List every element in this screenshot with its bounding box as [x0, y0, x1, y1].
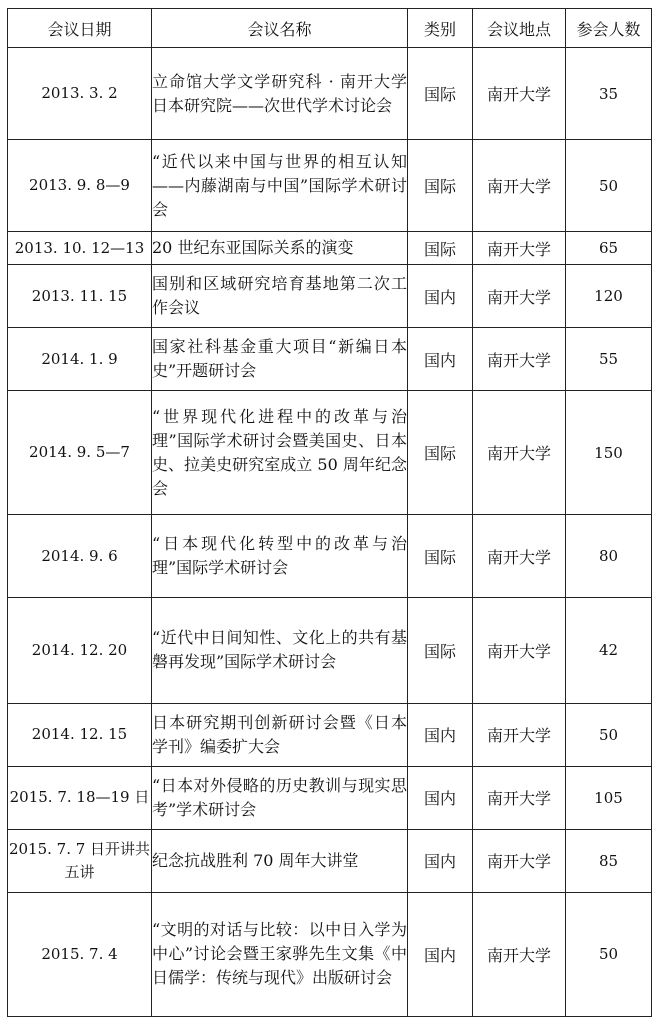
conference-table — [7, 8, 652, 1017]
cell-date: 2013. 10. 12—13 — [8, 232, 152, 265]
cell-location: 南开大学 — [473, 328, 566, 391]
cell-date: 2014. 12. 15 — [8, 703, 152, 766]
cell-attendees: 35 — [566, 48, 652, 140]
table-row — [8, 703, 652, 766]
table-row — [8, 597, 652, 703]
table-row — [8, 265, 652, 328]
cell-name: “日本现代化转型中的改革与治理”国际学术研讨会 — [152, 515, 408, 597]
cell-category: 国内 — [408, 265, 473, 328]
cell-attendees: 120 — [566, 265, 652, 328]
cell-location: 南开大学 — [473, 829, 566, 892]
cell-category: 国内 — [408, 892, 473, 1016]
cell-date: 2013. 9. 8—9 — [8, 140, 152, 232]
header-location: 会议地点 — [473, 9, 566, 48]
cell-date: 2015. 7. 7 日开讲共五讲 — [8, 829, 152, 892]
cell-attendees: 50 — [566, 140, 652, 232]
cell-attendees: 55 — [566, 328, 652, 391]
cell-attendees: 80 — [566, 515, 652, 597]
cell-location: 南开大学 — [473, 232, 566, 265]
cell-category: 国际 — [408, 515, 473, 597]
cell-category: 国际 — [408, 140, 473, 232]
cell-attendees: 50 — [566, 892, 652, 1016]
table-row — [8, 232, 652, 265]
cell-date: 2015. 7. 18—19 日 — [8, 766, 152, 829]
cell-date: 2014. 9. 6 — [8, 515, 152, 597]
table-row — [8, 48, 652, 140]
header-date: 会议日期 — [8, 9, 152, 48]
cell-category: 国内 — [408, 766, 473, 829]
cell-location: 南开大学 — [473, 515, 566, 597]
cell-location: 南开大学 — [473, 391, 566, 515]
cell-attendees: 65 — [566, 232, 652, 265]
table-row — [8, 140, 652, 232]
cell-date: 2015. 7. 4 — [8, 892, 152, 1016]
cell-name: 20 世纪东亚国际关系的演变 — [152, 232, 408, 265]
cell-category: 国际 — [408, 48, 473, 140]
cell-location: 南开大学 — [473, 892, 566, 1016]
cell-name: “世界现代化进程中的改革与治理”国际学术研讨会暨美国史、日本史、拉美史研究室成立 50 周年纪念会 — [152, 391, 408, 515]
cell-date: 2013. 11. 15 — [8, 265, 152, 328]
table-row — [8, 829, 652, 892]
header-category: 类别 — [408, 9, 473, 48]
cell-category: 国内 — [408, 829, 473, 892]
cell-category: 国内 — [408, 328, 473, 391]
cell-attendees: 105 — [566, 766, 652, 829]
cell-date: 2014. 12. 20 — [8, 597, 152, 703]
cell-attendees: 150 — [566, 391, 652, 515]
table-row — [8, 328, 652, 391]
cell-category: 国际 — [408, 597, 473, 703]
cell-name: 国家社科基金重大项目“新编日本史”开题研讨会 — [152, 328, 408, 391]
cell-attendees: 85 — [566, 829, 652, 892]
cell-date: 2014. 1. 9 — [8, 328, 152, 391]
cell-location: 南开大学 — [473, 703, 566, 766]
cell-date: 2013. 3. 2 — [8, 48, 152, 140]
cell-location: 南开大学 — [473, 766, 566, 829]
cell-location: 南开大学 — [473, 597, 566, 703]
cell-name: “日本对外侵略的历史教训与现实思考”学术研讨会 — [152, 766, 408, 829]
cell-name: 日本研究期刊创新研讨会暨《日本学刊》编委扩大会 — [152, 703, 408, 766]
cell-date: 2014. 9. 5—7 — [8, 391, 152, 515]
cell-location: 南开大学 — [473, 140, 566, 232]
header-name: 会议名称 — [152, 9, 408, 48]
header-row — [8, 9, 652, 48]
header-attendees: 参会人数 — [566, 9, 652, 48]
cell-name: 纪念抗战胜利 70 周年大讲堂 — [152, 829, 408, 892]
cell-location: 南开大学 — [473, 265, 566, 328]
cell-name: 国别和区域研究培育基地第二次工作会议 — [152, 265, 408, 328]
cell-name: 立命馆大学文学研究科 · 南开大学日本研究院——次世代学术讨论会 — [152, 48, 408, 140]
table-row — [8, 892, 652, 1016]
cell-name: “文明的对话与比较：以中日入学为中心”讨论会暨王家骅先生文集《中日儒学：传统与现代》出版研讨会 — [152, 892, 408, 1016]
cell-location: 南开大学 — [473, 48, 566, 140]
cell-attendees: 50 — [566, 703, 652, 766]
cell-attendees: 42 — [566, 597, 652, 703]
table-row — [8, 391, 652, 515]
cell-name: “近代中日间知性、文化上的共有基磐再发现”国际学术研讨会 — [152, 597, 408, 703]
cell-category: 国际 — [408, 232, 473, 265]
table-row — [8, 515, 652, 597]
cell-name: “近代以来中国与世界的相互认知——内藤湖南与中国”国际学术研讨会 — [152, 140, 408, 232]
cell-category: 国内 — [408, 703, 473, 766]
cell-category: 国际 — [408, 391, 473, 515]
table-row — [8, 766, 652, 829]
